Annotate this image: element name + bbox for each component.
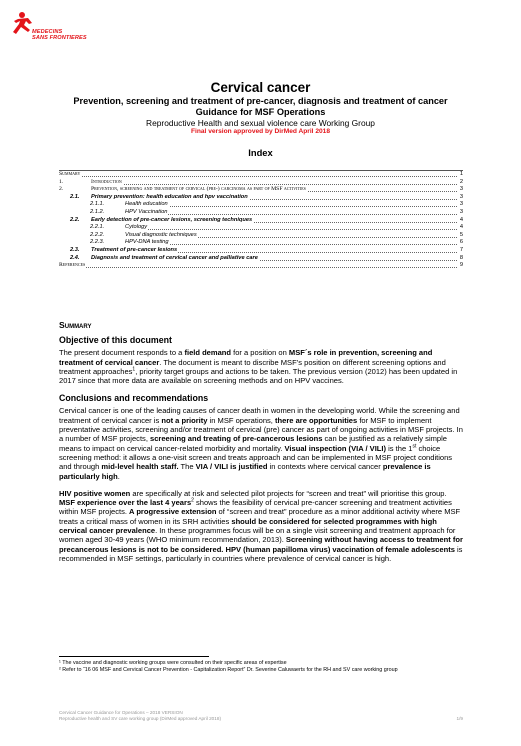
msf-logo-text	[32, 29, 87, 41]
footer-line2: Reproductive health and SV care working group (DirMed approved April 2018)	[59, 716, 222, 721]
toc-row[interactable]	[59, 232, 463, 240]
toc-entry-text: References	[59, 262, 86, 269]
toc-page-number: 3	[459, 193, 463, 200]
toc-page-number: 7	[459, 246, 463, 253]
toc-number: 2.3.	[70, 246, 80, 253]
toc-entry-text: HPV-DNA testing	[125, 239, 169, 246]
toc-row[interactable]	[59, 255, 463, 263]
title-block	[40, 80, 481, 136]
summary-section	[59, 321, 463, 563]
toc-row[interactable]	[59, 239, 463, 247]
toc-page-number: 3	[459, 186, 463, 193]
toc-number: 2.	[59, 186, 64, 193]
toc-entry-text: Prevention, screening and treatment of cervical (pre-) carcinoma as part of MSF activities	[91, 186, 306, 193]
footnotes	[59, 656, 463, 673]
working-group: Reproductive Health and sexual violence care Working Group	[146, 118, 375, 128]
toc-page-number: 3	[459, 208, 463, 215]
logo-line2: SANS FRONTIERES	[32, 35, 87, 41]
footer-line1: Cervical Cancer Guidance for Operations – 2018 VERSION	[59, 710, 183, 715]
toc-row[interactable]	[59, 209, 463, 217]
toc-entry-text: Diagnosis and treatment of cervical cancer and palliative care	[91, 254, 258, 261]
toc-row[interactable]	[59, 217, 463, 225]
toc-page-number: 2	[459, 178, 463, 185]
toc-entry-text: Early detection of pre-cancer lesions, screening techniques	[91, 216, 253, 223]
document-title: Cervical cancer	[210, 80, 311, 95]
summary-heading: Summary	[59, 320, 92, 330]
toc-row[interactable]	[59, 201, 463, 209]
conclusions-heading: Conclusions and recommendations	[59, 393, 209, 404]
toc-number: 2.2.3.	[90, 239, 105, 246]
toc-page-number: 5	[459, 231, 463, 238]
toc-row[interactable]	[59, 171, 463, 179]
toc-row[interactable]	[59, 224, 463, 232]
toc-entry-text: HPV Vaccination	[125, 208, 168, 215]
toc-row[interactable]	[59, 186, 463, 194]
toc-entry-text: Treatment of pre-cancer lesions	[91, 246, 178, 253]
toc-page-number: 4	[459, 216, 463, 223]
index-title: Index	[248, 147, 273, 158]
toc-number: 2.1.	[70, 193, 80, 200]
objective-paragraph: The present document responds to a field demand for a position on MSF´s role in prevention, screening and treatment of cervical cancer. The document is meant to discribe MSF’s position on different screening options and treatment approaches$^1$, priority target groups and actions to be taken. The previous version (2012) has been updated in 2017 since that more data are available on screening methods and on HPV vaccines.	[59, 348, 458, 386]
toc-number: 2.2.	[70, 216, 80, 223]
toc-row[interactable]	[59, 194, 463, 202]
logo-line1: MEDECINS	[32, 29, 63, 35]
toc-entry-text: Visual diagnostic techniques	[125, 231, 197, 238]
approval-note: Final version approved by DirMed April 2018	[191, 128, 330, 135]
toc-number: 2.1.1.	[90, 201, 105, 208]
toc-page-number: 4	[459, 224, 463, 231]
toc-number: 2.1.2.	[90, 208, 105, 215]
document-subtitle: Prevention, screening and treatment of pre-cancer, diagnosis and treatment of cancer	[73, 96, 448, 106]
footnote-1: ¹ The vaccine and diagnostic working groups were consulted on their specific areas of expertise	[59, 660, 287, 666]
toc-number: 2.2.2.	[90, 231, 105, 238]
msf-logo	[8, 10, 108, 50]
toc-row[interactable]	[59, 262, 463, 270]
toc-page-number: 8	[459, 254, 463, 261]
page-footer	[59, 710, 463, 722]
toc-number: 2.4.	[70, 254, 80, 261]
footnote-2: ² Refer to “16 06 MSF and Cervical Cancer Prevention - Capitalization Report” Dr. Severine Caluwaerts for the RH and SV care working group	[59, 666, 398, 673]
toc-row[interactable]	[59, 179, 463, 187]
objective-heading: Objective of this document	[59, 335, 172, 346]
toc-page-number: 1	[459, 171, 463, 177]
toc-page-number: 6	[459, 239, 463, 246]
toc-row[interactable]	[59, 247, 463, 255]
page-number: 1/9	[456, 716, 463, 721]
hiv-paragraph: HIV positive women are specifically at risk and selected pilot projects for “screen and treat” will prioritise this group. MSF experience over the last 4 years$^2$ shows the feasibility of cervical pre-cancer screening and treatment activities within MSF projects. A progressive extension of “screen and treat” procedure as a minor additional activity where MSF treats a critical mass of women in its SRH activities should be considered for selected programmes with high cervical cancer prevalence. In these programmes focus will be on a single visit screening and treatment approach for women aged 30-49 years (WHO minimum recommendation, 2013). Screening without having access to treatment for precancerous lesions is not to be considered. HPV (human papilloma virus) vaccination of female adolescents is recommended in MSF settings, particularly in countries where prevalence of cervical cancer is high.	[59, 488, 463, 563]
toc-entry-text: Introduction	[91, 178, 122, 185]
toc-page-number: 3	[459, 201, 463, 208]
toc-page-number: 9	[459, 262, 463, 269]
footnote-rule	[59, 656, 209, 657]
toc-number: 1.	[59, 178, 64, 185]
toc-entry-text: Primary prevention: health education and hpv vaccination	[91, 193, 248, 200]
toc-number: 2.2.1.	[90, 224, 105, 231]
table-of-contents	[59, 170, 463, 270]
toc-entry-text: Health education	[125, 201, 168, 208]
conclusions-paragraph: Cervical cancer is one of the leading causes of cancer death in women in the developing world. While the screening and treatment of cervical cancer is not a priority in MSF operations, there are opportunities for MSF to implement preventative activities, screening and/or treatment of cervical (pre) cancer as part of ongoing activities in MSF projects. In a number of MSF projects, screening and treating of pre-cancerous lesions can be justified as a relatively simple means to impact on cervical cancer-related morbidity and mortality. Visual inspection (VIA / VILI) is the 1st choice screening method: it allows a one-visit screen and treats approach and can be implemented in MSF project conditions and through mid-level health staff. The VIA / VILI is justified in contexts where cervical cancer prevalence is particularly high.	[59, 406, 463, 481]
toc-entry-text: Cytology	[125, 224, 148, 231]
toc-entry-text: Summary	[59, 171, 81, 177]
document-subtitle-2: Guidance for MSF Operations	[195, 107, 326, 117]
